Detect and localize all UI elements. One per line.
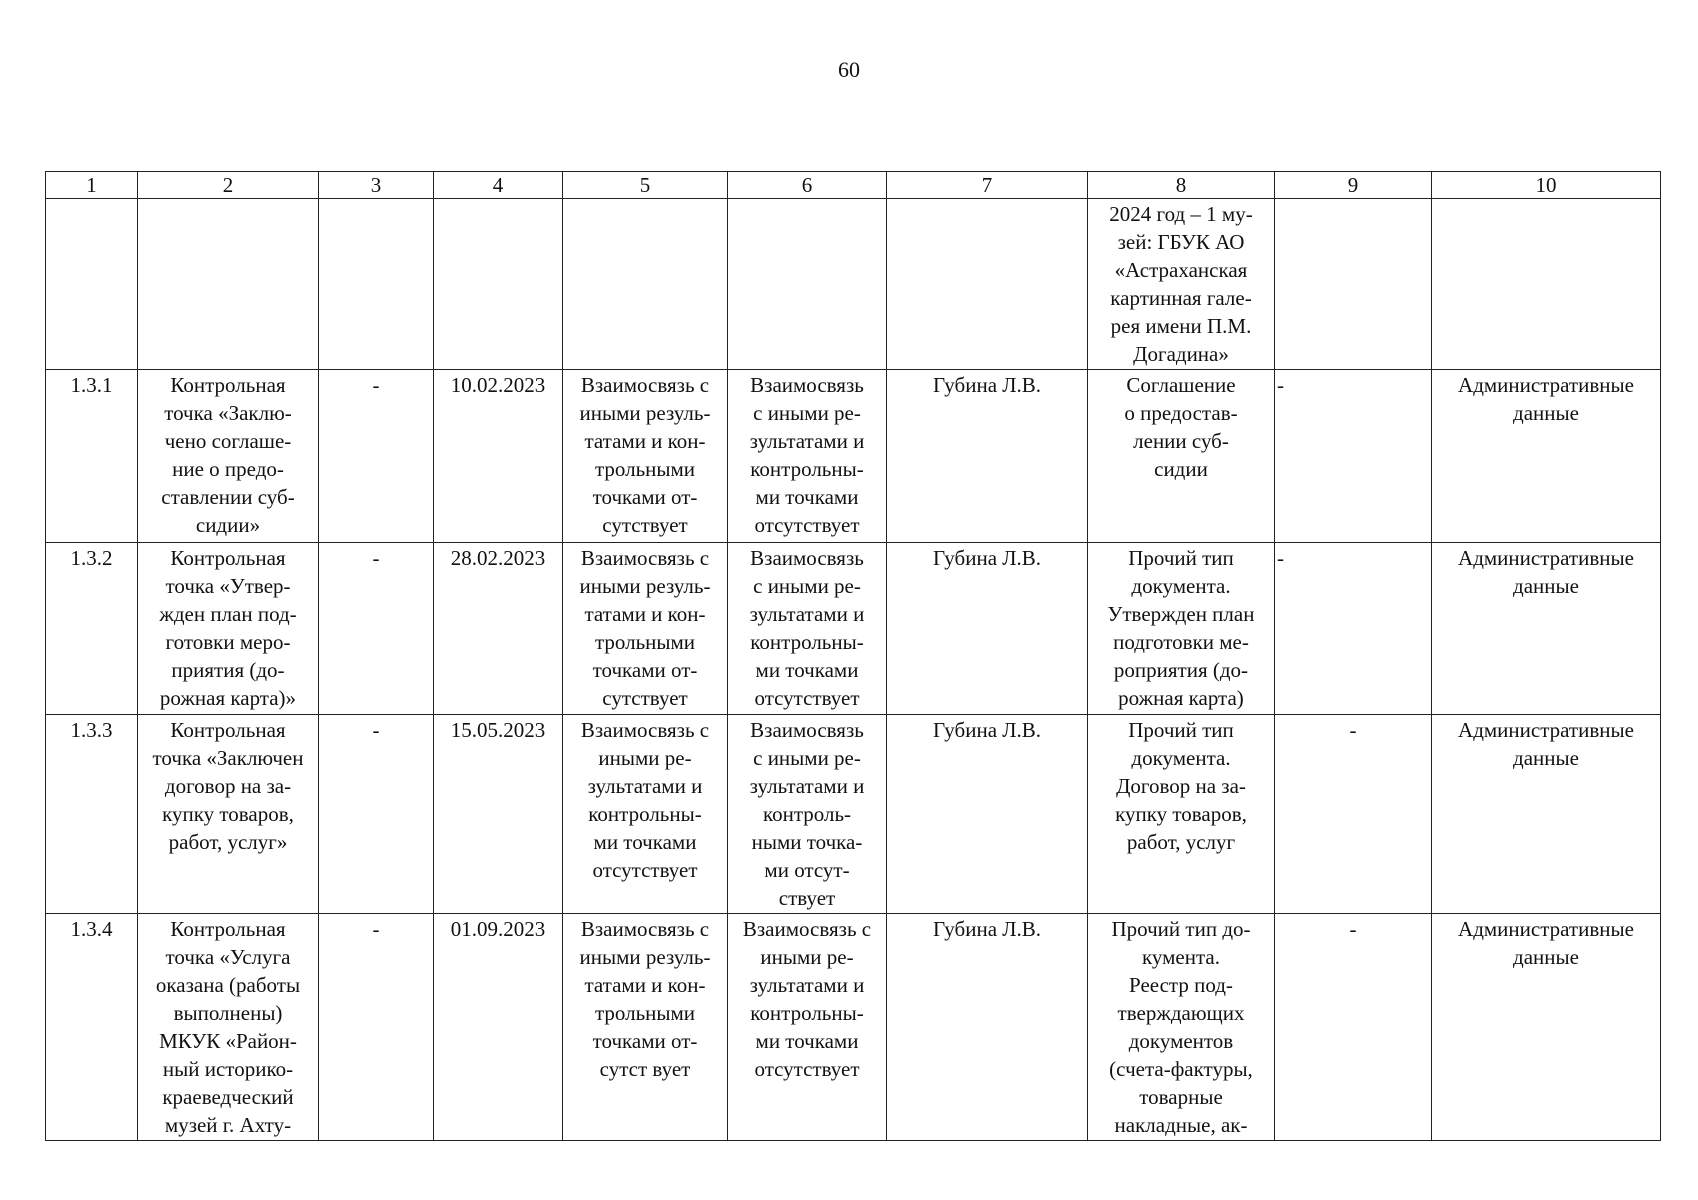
cell-text: татами и кон- bbox=[584, 973, 706, 997]
relation-cell bbox=[563, 199, 728, 370]
table-body bbox=[46, 199, 1661, 1141]
col9-cell bbox=[1275, 914, 1432, 1141]
cell-text: 1.3.3 bbox=[70, 718, 113, 742]
cell-text: жден план под- bbox=[159, 602, 297, 626]
cell-text: точками от- bbox=[592, 658, 698, 682]
cell-text: купку товаров, bbox=[1115, 802, 1247, 826]
column-header: 8 bbox=[1088, 172, 1275, 199]
cell-text: ми точками bbox=[593, 830, 697, 854]
cell-text: контрольны- bbox=[750, 457, 864, 481]
cell-text: о предостав- bbox=[1124, 401, 1238, 425]
col3-cell bbox=[319, 370, 434, 543]
cell-text: сидии» bbox=[195, 513, 261, 537]
relation-cell bbox=[563, 370, 728, 543]
source-cell bbox=[1432, 543, 1661, 715]
cell-text: кумента. bbox=[1142, 945, 1220, 969]
cell-text: готовки меро- bbox=[165, 630, 291, 654]
cell-text: точками от- bbox=[592, 485, 698, 509]
cell-text: зультатами и bbox=[749, 774, 865, 798]
col3-cell bbox=[319, 715, 434, 914]
cell-text: сидии bbox=[1154, 457, 1208, 481]
name-cell bbox=[138, 914, 319, 1141]
cell-text: данные bbox=[1513, 746, 1579, 770]
cell-text: Административные bbox=[1458, 373, 1634, 397]
cell-text: Прочий тип bbox=[1128, 718, 1234, 742]
table-row bbox=[46, 715, 1661, 914]
cell-text: точка «Утвер- bbox=[165, 574, 291, 598]
row-number-cell bbox=[46, 715, 138, 914]
row-number-cell bbox=[46, 914, 138, 1141]
cell-text: отсутствует bbox=[754, 686, 860, 710]
source-cell bbox=[1432, 370, 1661, 543]
cell-text: иными ре- bbox=[598, 746, 692, 770]
cell-text: лении суб- bbox=[1133, 429, 1229, 453]
date-cell bbox=[434, 543, 563, 715]
column-header: 3 bbox=[319, 172, 434, 199]
cell-text: Административные bbox=[1458, 546, 1634, 570]
relation2-cell bbox=[728, 370, 887, 543]
col3-cell bbox=[319, 543, 434, 715]
cell-text: - bbox=[1277, 546, 1284, 570]
date-cell bbox=[434, 199, 563, 370]
cell-text: рожная карта) bbox=[1118, 686, 1244, 710]
relation2-cell bbox=[728, 543, 887, 715]
cell-text: отсутствует bbox=[592, 858, 698, 882]
name-cell bbox=[138, 543, 319, 715]
cell-text: 01.09.2023 bbox=[450, 917, 546, 941]
cell-text: оказана (работы bbox=[155, 973, 301, 997]
cell-text: данные bbox=[1513, 945, 1579, 969]
cell-text: трольными bbox=[594, 630, 696, 654]
cell-text: иными резуль- bbox=[579, 574, 711, 598]
name-cell bbox=[138, 199, 319, 370]
relation-cell bbox=[563, 543, 728, 715]
column-header: 7 bbox=[887, 172, 1088, 199]
cell-text: купку товаров, bbox=[162, 802, 294, 826]
cell-text: контрольны- bbox=[750, 630, 864, 654]
cell-text: рея имени П.М. bbox=[1110, 314, 1252, 338]
column-header: 10 bbox=[1432, 172, 1661, 199]
source-cell bbox=[1432, 914, 1661, 1141]
document-cell bbox=[1088, 715, 1275, 914]
column-header: 6 bbox=[728, 172, 887, 199]
cell-text: МКУК «Район- bbox=[159, 1029, 297, 1053]
cell-text: точка «Услуга bbox=[165, 945, 291, 969]
relation2-cell bbox=[728, 199, 887, 370]
cell-text: ми точками bbox=[755, 658, 859, 682]
cell-text: контрольны- bbox=[588, 802, 702, 826]
column-header: 2 bbox=[138, 172, 319, 199]
col3-cell bbox=[319, 199, 434, 370]
cell-text: 1.3.1 bbox=[70, 373, 113, 397]
cell-text: контроль- bbox=[762, 802, 852, 826]
cell-text: приятия (до- bbox=[171, 658, 285, 682]
cell-text: сутствует bbox=[602, 686, 688, 710]
cell-text: с иными ре- bbox=[753, 574, 861, 598]
cell-text: зультатами и bbox=[587, 774, 703, 798]
cell-text: роприятия (до- bbox=[1113, 658, 1249, 682]
responsible-cell bbox=[887, 370, 1088, 543]
cell-text: - bbox=[1349, 718, 1357, 742]
cell-text: краеведческий bbox=[162, 1085, 294, 1109]
cell-text: выполнены) bbox=[173, 1001, 283, 1025]
cell-text: иными ре- bbox=[760, 945, 854, 969]
date-cell bbox=[434, 370, 563, 543]
document-cell bbox=[1088, 370, 1275, 543]
cell-text: работ, услуг» bbox=[168, 830, 288, 854]
cell-text: ние о предо- bbox=[172, 457, 284, 481]
row-number-cell bbox=[46, 370, 138, 543]
cell-text: Контрольная bbox=[170, 546, 286, 570]
cell-text: 1.3.2 bbox=[70, 546, 113, 570]
cell-text: с иными ре- bbox=[753, 401, 861, 425]
cell-text: татами и кон- bbox=[584, 429, 706, 453]
cell-text: отсутствует bbox=[754, 513, 860, 537]
cell-text: - bbox=[372, 718, 380, 742]
table-row bbox=[46, 914, 1661, 1141]
cell-text: Взаимосвязь с bbox=[580, 546, 710, 570]
table-row bbox=[46, 543, 1661, 715]
responsible-cell bbox=[887, 543, 1088, 715]
responsible-cell bbox=[887, 199, 1088, 370]
cell-text: Административные bbox=[1458, 718, 1634, 742]
cell-text: сутствует bbox=[602, 513, 688, 537]
cell-text: Взаимосвязь bbox=[750, 373, 864, 397]
cell-text: данные bbox=[1513, 574, 1579, 598]
cell-text: Контрольная bbox=[170, 718, 286, 742]
cell-text: ными точка- bbox=[751, 830, 863, 854]
cell-text: документов bbox=[1128, 1029, 1234, 1053]
cell-text: трольными bbox=[594, 457, 696, 481]
cell-text: документа. bbox=[1131, 746, 1231, 770]
cell-text: сутст вует bbox=[599, 1057, 691, 1081]
responsible-cell bbox=[887, 715, 1088, 914]
cell-text: работ, услуг bbox=[1126, 830, 1236, 854]
cell-text: татами и кон- bbox=[584, 602, 706, 626]
cell-text: документа. bbox=[1131, 574, 1231, 598]
date-cell bbox=[434, 914, 563, 1141]
cell-text: трольными bbox=[594, 1001, 696, 1025]
cell-text: - bbox=[372, 917, 380, 941]
column-header: 5 bbox=[563, 172, 728, 199]
relation2-cell bbox=[728, 715, 887, 914]
cell-text: накладные, ак- bbox=[1114, 1113, 1248, 1137]
source-cell bbox=[1432, 199, 1661, 370]
cell-text: музей г. Ахту- bbox=[164, 1113, 292, 1137]
name-cell bbox=[138, 715, 319, 914]
cell-text: Взаимосвязь с bbox=[742, 917, 872, 941]
cell-text: 1.3.4 bbox=[70, 917, 113, 941]
header-row bbox=[46, 172, 1661, 199]
document-cell bbox=[1088, 199, 1275, 370]
cell-text: отсутствует bbox=[754, 1057, 860, 1081]
table-row bbox=[46, 370, 1661, 543]
col3-cell bbox=[319, 914, 434, 1141]
responsible-cell bbox=[887, 914, 1088, 1141]
column-header: 9 bbox=[1275, 172, 1432, 199]
cell-text: ми отсут- bbox=[764, 858, 850, 882]
cell-text: - bbox=[372, 546, 380, 570]
cell-text: (счета-фактуры, bbox=[1109, 1057, 1253, 1081]
col9-cell bbox=[1275, 715, 1432, 914]
cell-text: Губина Л.В. bbox=[932, 718, 1042, 742]
cell-text: тверждающих bbox=[1117, 1001, 1245, 1025]
cell-text: ствует bbox=[778, 886, 836, 910]
page-number: 60 bbox=[838, 57, 860, 82]
col9-cell bbox=[1275, 370, 1432, 543]
cell-text: иными резуль- bbox=[579, 945, 711, 969]
cell-text: - bbox=[1277, 373, 1284, 397]
cell-text: Договор на за- bbox=[1116, 774, 1246, 798]
cell-text: Взаимосвязь с bbox=[580, 917, 710, 941]
cell-text: Губина Л.В. bbox=[932, 917, 1042, 941]
cell-text: Прочий тип до- bbox=[1111, 917, 1251, 941]
cell-text: - bbox=[372, 373, 380, 397]
column-header: 4 bbox=[434, 172, 563, 199]
cell-text: 2024 год – 1 му- bbox=[1109, 202, 1253, 226]
cell-text: Догадина» bbox=[1133, 342, 1229, 366]
cell-text: Губина Л.В. bbox=[932, 546, 1042, 570]
col9-cell bbox=[1275, 199, 1432, 370]
cell-text: Взаимосвязь bbox=[750, 546, 864, 570]
cell-text: «Астраханская bbox=[1114, 258, 1248, 282]
cell-text: зей: ГБУК АО bbox=[1117, 230, 1245, 254]
cell-text: чено соглаше- bbox=[164, 429, 292, 453]
cell-text: 15.05.2023 bbox=[450, 718, 546, 742]
document-cell bbox=[1088, 914, 1275, 1141]
cell-text: данные bbox=[1513, 401, 1579, 425]
cell-text: Взаимосвязь bbox=[750, 718, 864, 742]
cell-text: Административные bbox=[1458, 917, 1634, 941]
cell-text: Губина Л.В. bbox=[932, 373, 1042, 397]
cell-text: 28.02.2023 bbox=[450, 546, 546, 570]
cell-text: точками от- bbox=[592, 1029, 698, 1053]
row-number-cell bbox=[46, 199, 138, 370]
relation-cell bbox=[563, 914, 728, 1141]
name-cell bbox=[138, 370, 319, 543]
relation2-cell bbox=[728, 914, 887, 1141]
cell-text: с иными ре- bbox=[753, 746, 861, 770]
relation-cell bbox=[563, 715, 728, 914]
date-cell bbox=[434, 715, 563, 914]
cell-text: точка «Заключен bbox=[152, 746, 304, 770]
cell-text: ный историко- bbox=[162, 1057, 294, 1081]
cell-text: зультатами и bbox=[749, 429, 865, 453]
cell-text: договор на за- bbox=[164, 774, 292, 798]
cell-text: подготовки ме- bbox=[1113, 630, 1249, 654]
cell-text: ми точками bbox=[755, 485, 859, 509]
column-header: 1 bbox=[46, 172, 138, 199]
cell-text: Соглашение bbox=[1126, 373, 1236, 397]
cell-text: - bbox=[1349, 917, 1357, 941]
data-table bbox=[45, 171, 1661, 1141]
cell-text: точка «Заклю- bbox=[164, 401, 292, 425]
cell-text: Взаимосвязь с bbox=[580, 373, 710, 397]
cell-text: контрольны- bbox=[750, 1001, 864, 1025]
cell-text: зультатами и bbox=[749, 602, 865, 626]
cell-text: рожная карта)» bbox=[159, 686, 297, 710]
cell-text: зультатами и bbox=[749, 973, 865, 997]
document-cell bbox=[1088, 543, 1275, 715]
cell-text: иными резуль- bbox=[579, 401, 711, 425]
row-number-cell bbox=[46, 543, 138, 715]
cell-text: Утвержден план bbox=[1107, 602, 1255, 626]
cell-text: Взаимосвязь с bbox=[580, 718, 710, 742]
table-row bbox=[46, 199, 1661, 370]
cell-text: 10.02.2023 bbox=[450, 373, 546, 397]
cell-text: товарные bbox=[1139, 1085, 1223, 1109]
col9-cell bbox=[1275, 543, 1432, 715]
cell-text: ми точками bbox=[755, 1029, 859, 1053]
source-cell bbox=[1432, 715, 1661, 914]
cell-text: Контрольная bbox=[170, 373, 286, 397]
cell-text: Контрольная bbox=[170, 917, 286, 941]
cell-text: картинная гале- bbox=[1110, 286, 1252, 310]
cell-text: Реестр под- bbox=[1129, 973, 1233, 997]
cell-text: Прочий тип bbox=[1128, 546, 1234, 570]
cell-text: ставлении суб- bbox=[161, 485, 295, 509]
